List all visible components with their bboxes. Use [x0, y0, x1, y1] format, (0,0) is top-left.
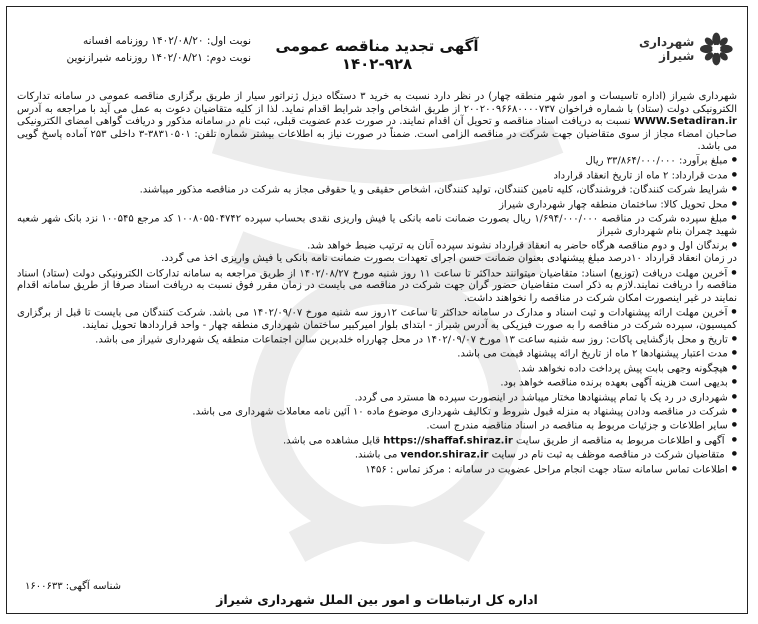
notice-body [17, 91, 737, 477]
list-item: ● محل تحویل کالا: ساختمان منطقه چهار شهرداری شیراز [17, 198, 737, 212]
setadiran-link[interactable]: WWW.Setadiran.ir [633, 116, 737, 128]
notice-id: شناسه آگهی: ۱۶۰۰۶۳۳ [25, 581, 122, 592]
list-item: ● مدت اعتبار پیشنهادها ۲ ماه از تاریخ ارائه پیشنهاد قیمت می باشد. [17, 347, 737, 361]
header [7, 7, 747, 85]
list-item: ● بدیهی است هزینه آگهی بعهده برنده مناقصه خواهد بود. [17, 376, 737, 390]
list-item: ● آخرین مهلت ارائه پیشنهادات و ثبت اسناد و مدارک در سامانه حداکثر تا ساعت ۱۲روز سه شنبه مورخ ۱۴۰۲/۰۹/۰۷ می باشد. شرکت کنندگان می بایست تا قبل از برگزاری کمیسیون، سپرده شرکت در مناقصه را به صورت فیزیکی به آدرس شیراز - ابتدای بلوار امیرکبیر ساختمان شهرداری منطقه چهار - واحد قراردادها تحویل نمایند. [17, 306, 737, 332]
notice-title: آگهی تجدید مناقصه عمومی ۹۲۸-۱۴۰۲ [275, 37, 479, 73]
publication-info [21, 33, 251, 67]
list-item: ● تاریخ و محل بازگشایی پاکات: روز سه شنبه ساعت ۱۳ مورخ ۱۴۰۲/۰۹/۰۷ در محل چهارراه خلدبرین سالن اجتماعات منطقه یک شهرداری شیراز می باشد. [17, 333, 737, 347]
shiraz-logo [613, 21, 733, 77]
logo-text: شهرداری شیراز [638, 35, 695, 63]
vendor-rest-text: می باشند. [354, 449, 398, 461]
list-item: ● هیچگونه وجهی بابت پیش پرداخت داده نخواهد شد. [17, 362, 737, 376]
publication-first: نوبت اول: ۱۴۰۲/۰۸/۲۰ روزنامه افسانه [83, 35, 251, 47]
list-item-shaffaf [17, 434, 737, 448]
publication-second: نوبت دوم: ۱۴۰۲/۰۸/۲۱ روزنامه شیرازنوین [66, 52, 251, 64]
vendor-link[interactable]: vendor.shiraz.ir [400, 449, 489, 461]
list-item: در زمان انعقاد قرارداد ۱۰درصد مبلغ پیشنهادی بعنوان ضمانت حسن اجرای تعهدات بصورت ضمانت نامه بانکی یا فیش واریزی اخذ می گردد. [161, 253, 737, 265]
list-item: ● آخرین مهلت دریافت (توزیع) اسناد: متقاضیان میتوانند حداکثر تا ساعت ۱۱ روز شنبه مورخ ۱۴۰۲/۰۸/۲۷ از طریق مراجعه به سامانه تدارکات الکترونیکی دولت (ستاد) اسناد مناقصه را دریافت نمایند.لازم به ذکر است متقاضیان حضور گران جهت شرکت در مناقصه می بایست در زمان مقرر فوق نسبت به دریافت اسناد صرفا از طریق سامانه اقدام نمایند در غیر اینصورت امکان شرکت در مناقصه را نخواهند داشت. [17, 267, 737, 306]
list-item: ● برندگان اول و دوم مناقصه هرگاه حاضر به انعقاد قرارداد نشوند سپرده آنان به ترتیب ضبط خواهد شد. [17, 239, 737, 253]
list-item: ● سایر اطلاعات و جزئیات مربوط به مناقصه در اسناد مناقصه مندرج است. [17, 419, 737, 433]
shaffaf-link[interactable]: https://shaffaf.shiraz.ir [383, 435, 513, 447]
list-item-contact: ● اطلاعات تماس سامانه ستاد جهت انجام مراحل عضویت در سامانه : مرکز تماس : ۱۴۵۶ [17, 463, 737, 477]
intro-text: شهرداری شیراز (اداره تاسیسات و امور شهر منطقه چهار) در نظر دارد نسبت به خرید ۳ دستگاه دیزل ژنراتور سیار از طریق برگزاری مناقصه عمومی در سامانه تدارکات الکترونیکی دولت (ستاد) با شماره فراخوان ۲۰۰۲۰۰۹۶۶۸۰۰۰۰۷۳۷ از طریق اشخاص واجد شرایط اقدام نماید. لذا از کلیه متقاضیان دعوت به عمل می آید با مراجعه به آدرس [17, 91, 737, 115]
intro-paragraph [17, 91, 737, 154]
list-item: ● مبلغ سپرده شرکت در مناقصه ۱/۶۹۴/۰۰۰/۰۰۰ ریال بصورت ضمانت نامه بانکی یا فیش واریزی نقدی بحساب سپرده ۱۰۰۸۰۵۵۰۴۷۴۲ کد مرجع ۱۰۰۵۴۵ نزد بانک شهر شعبه شهید چمران بنام شهرداری شیراز [17, 212, 737, 238]
list-item-vendor [17, 448, 737, 462]
footer-signature: اداره کل ارتباطات و امور بین الملل شهرداری شیراز [216, 592, 538, 607]
flower-logo-icon [700, 30, 733, 68]
vendor-text: متقاضیان شرکت در مناقصه موظف به ثبت نام در سایت [491, 449, 725, 461]
shaffaf-text: آگهی و اطلاعات مربوط به مناقصه از طریق سایت [516, 435, 725, 447]
list-item: ● مبلغ برآورد: ۳۳/۸۶۴/۰۰۰/۰۰۰ ریال [17, 154, 737, 168]
list-item: ● شرایط شرکت کنندگان: فروشندگان، کلیه تامین کنندگان، تولید کنندگان، اشخاص حقیقی و یا حقوقی مجاز به شرکت در مناقصه مذکور میباشند. [17, 183, 737, 197]
shaffaf-rest-text: قابل مشاهده می باشد. [282, 435, 381, 447]
list-item: ● مدت قرارداد: ۲ ماه از تاریخ انعقاد قرارداد [17, 169, 737, 183]
list-item: ● شهرداری در رد یک یا تمام پیشنهادها مختار میباشد در اینصورت سپرده ها مسترد می گردد. [17, 391, 737, 405]
intro-rest-text: نسبت به دریافت اسناد مناقصه و تحویل آن اقدام نمایند. در صورت عدم عضویت قبلی، ثبت نام در سامانه مذکور و دریافت گواهی امضای الکترونیکی صاحبان امضاء مجاز از سوی متقاضیان جهت شرکت در مناقصه الزامی است. ضمناً در صورت نیاز به اطلاعات بیشتر شماره تلفن: ۳۸۳۱۰۵۰۱-۳ داخلی ۲۵۳ آماده پاسخ گویی می باشد. [17, 116, 737, 153]
list-item: ● شرکت در مناقصه ودادن پیشنهاد به منزله قبول شروط و تکالیف شهرداری موضوع ماده ۱۰ آئین نامه معاملات شهرداری می باشد. [17, 405, 737, 419]
notice-frame [6, 6, 748, 614]
